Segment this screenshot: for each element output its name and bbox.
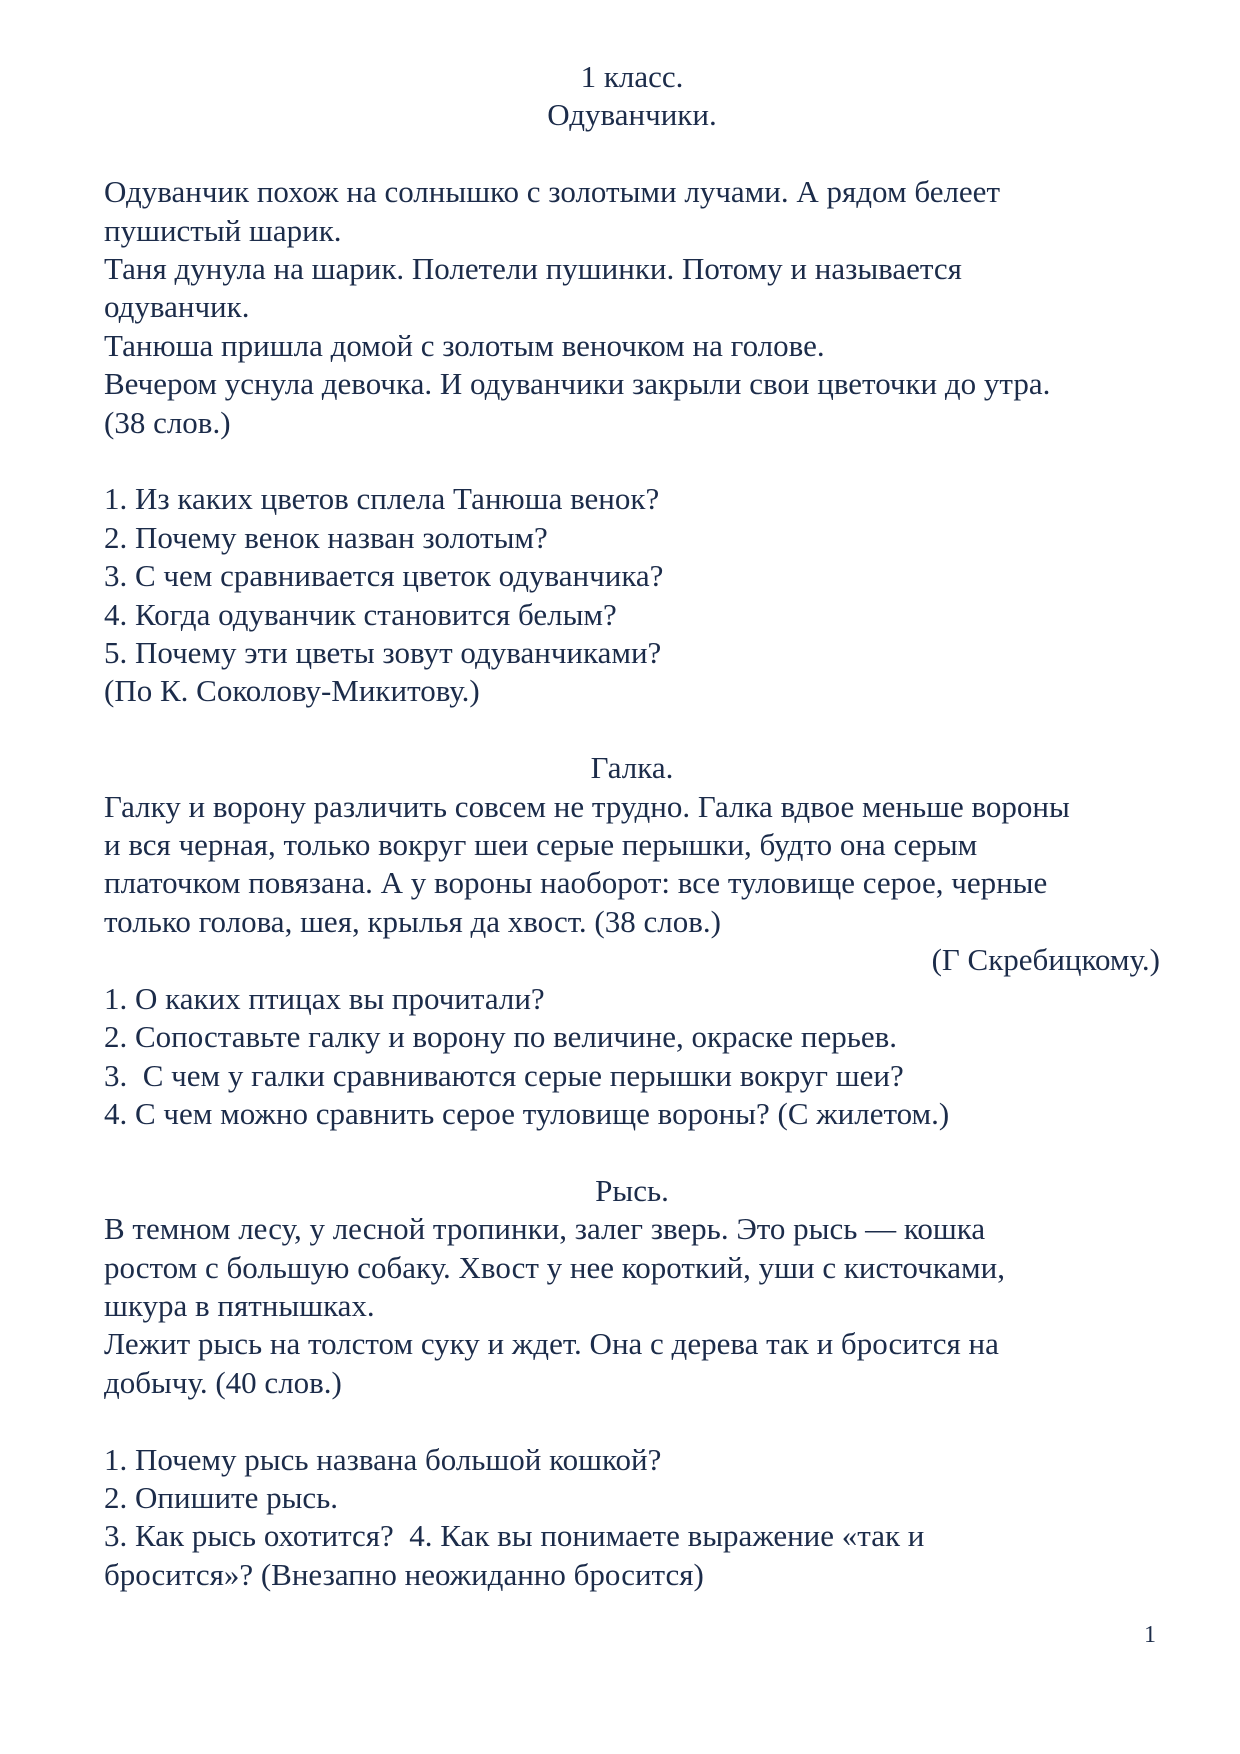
story1-word-count: (38 слов.) (104, 404, 231, 440)
page-number: 1 (1144, 1622, 1156, 1648)
story2-question: 4. С чем можно сравнить серое туловище вороны? (С жилетом.) (104, 1095, 950, 1131)
story2-question: 1. О каких птицах вы прочитали? (104, 980, 545, 1016)
story3-title: Рысь. (595, 1172, 669, 1208)
spacer (104, 1402, 1160, 1440)
story3-question: 3. Как рысь охотится? 4. Как вы понимаете выражение «так и (104, 1518, 925, 1554)
grade-heading: 1 класс. (580, 59, 684, 94)
story2-question: 3. С чем у галки сравниваются серые перышки вокруг шеи? (104, 1057, 904, 1093)
story3-line: Лежит рысь на толстом суку и ждет. Она с дерева так и бросится на (104, 1326, 999, 1362)
story2-question: 2. Сопоставьте галку и ворону по величине, окраске перьев. (104, 1019, 897, 1055)
spacer (104, 711, 1160, 749)
story1-line: пушистый шарик. (104, 212, 342, 248)
story3-line: добычу. (40 слов.) (104, 1364, 342, 1400)
story1-line: Вечером уснула девочка. И одуванчики закрыли свои цветочки до утра. (104, 366, 1051, 402)
story1-question: 1. Из каких цветов сплела Танюша венок? (104, 481, 660, 517)
story1-question: 2. Почему венок назван золотым? (104, 519, 548, 555)
story1-line: Одуванчик похож на солнышко с золотыми лучами. А рядом белеет (104, 174, 1000, 210)
story1-line: Танюша пришла домой с золотым веночком на голове. (104, 327, 825, 363)
story2-line: только голова, шея, крылья да хвост. (38 слов.) (104, 903, 721, 939)
story2-title: Галка. (590, 750, 674, 786)
story2-source: (Г Скребицкому.) (931, 942, 1160, 978)
story1-source: (По К. Соколову-Микитову.) (104, 673, 480, 709)
story3-line: В темном лесу, у лесной тропинки, залег зверь. Это рысь — кошка (104, 1211, 986, 1247)
story1-question: 3. С чем сравнивается цветок одуванчика? (104, 558, 664, 594)
story1-line: одуванчик. (104, 289, 250, 325)
spacer (104, 442, 1160, 480)
spacer (104, 1133, 1160, 1171)
story1-line: Таня дунула на шарик. Полетели пушинки. Потому и называется (104, 251, 962, 287)
spacer (104, 135, 1160, 173)
story3-question: бросится»? (Внезапно неожиданно бросится) (104, 1556, 704, 1592)
story3-line: шкура в пятнышках. (104, 1287, 375, 1323)
story3-question: 1. Почему рысь названа большой кошкой? (104, 1441, 662, 1477)
story3-question: 2. Опишите рысь. (104, 1479, 339, 1515)
story1-title: Одуванчики. (547, 97, 717, 133)
story2-line: и вся черная, только вокруг шеи серые перышки, будто она серым (104, 827, 978, 863)
story2-line: Галку и ворону различить совсем не трудно. Галка вдвое меньше вороны (104, 788, 1070, 824)
story2-line: платочком повязана. А у вороны наоборот: все туловище серое, черные (104, 865, 1048, 901)
story1-question: 5. Почему эти цветы зовут одуванчиками? (104, 635, 662, 671)
story1-question: 4. Когда одуванчик становится белым? (104, 596, 617, 632)
document-page (104, 58, 1160, 1594)
story3-line: ростом с большую собаку. Хвост у нее короткий, уши с кисточками, (104, 1249, 1005, 1285)
